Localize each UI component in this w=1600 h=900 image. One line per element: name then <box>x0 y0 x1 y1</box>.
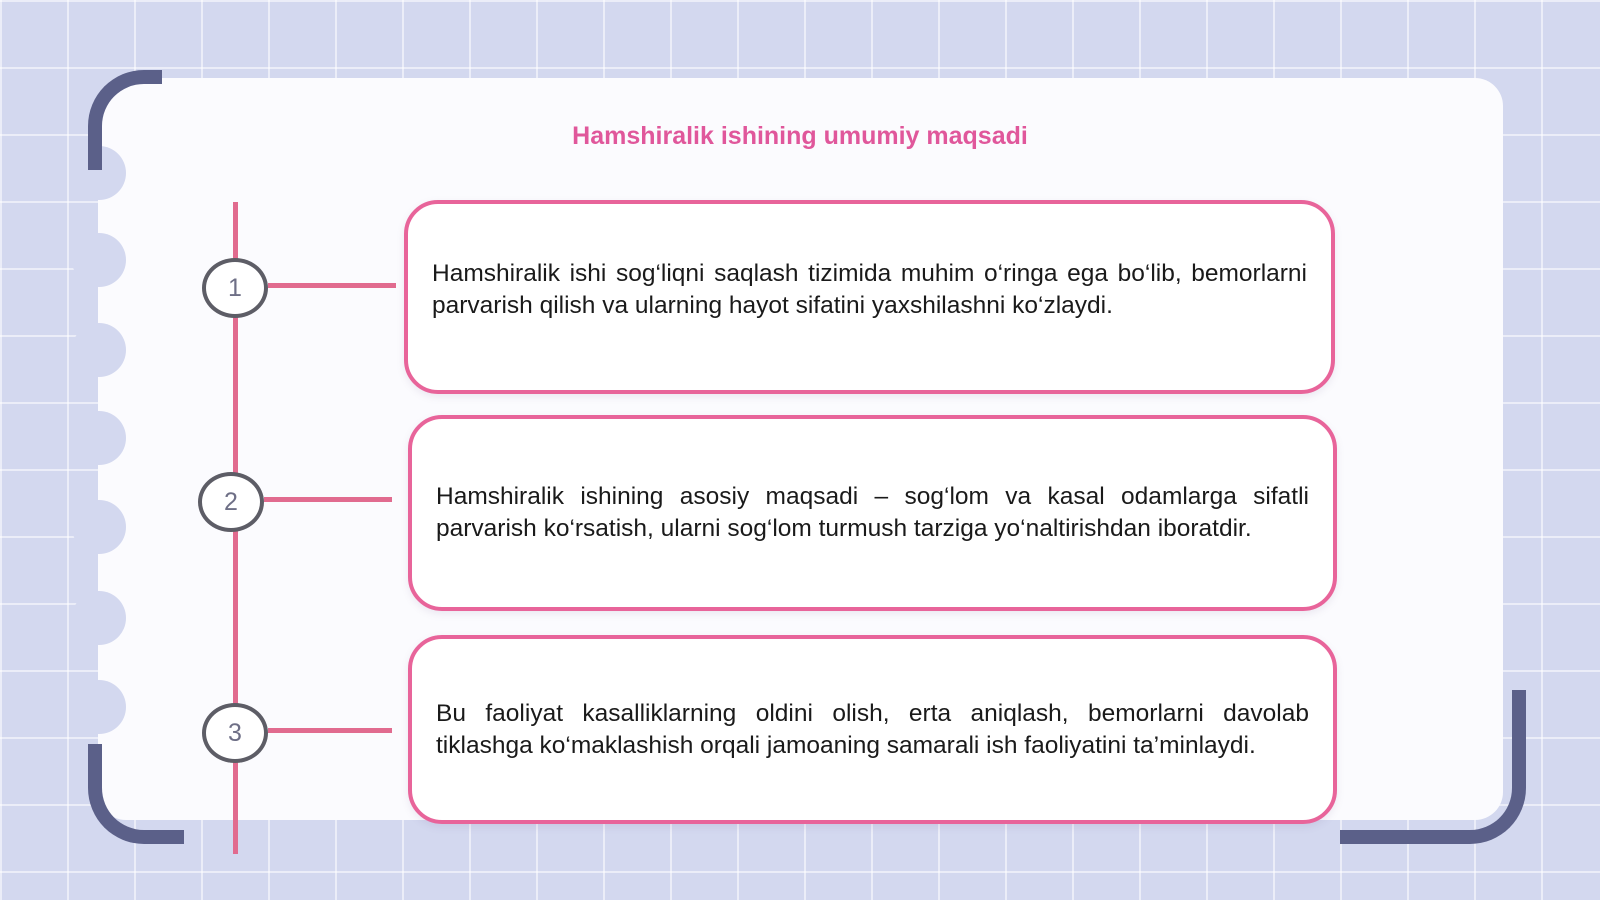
scallop-notch <box>72 233 126 287</box>
step-text-box-3 <box>408 635 1337 824</box>
corner-bracket-top-left <box>88 70 162 170</box>
scallop-notch <box>72 323 126 377</box>
scallop-notch <box>72 680 126 734</box>
step-text-box-2 <box>408 415 1337 611</box>
connector-line-2 <box>264 497 392 502</box>
corner-bracket-bottom-left <box>88 744 184 844</box>
step-number-3: 3 <box>202 703 268 763</box>
scallop-notch <box>72 411 126 465</box>
corner-bracket-bottom-right <box>1340 690 1526 844</box>
step-number-2: 2 <box>198 472 264 532</box>
step-text-1: Hamshiralik ishi sog‘liqni saqlash tizimida muhim o‘ringa ega bo‘lib, bemorlarni parvarish qilish va ularning hayot sifatini yaxshilashni ko‘zlaydi. <box>432 260 1307 319</box>
step-text-2: Hamshiralik ishining asosiy maqsadi – sog‘lom va kasal odamlarga sifatli parvarish ko‘rsatish, ularni sog‘lom turmush tarziga yo‘naltirishdan iboratdir. <box>436 483 1309 542</box>
scallop-notch <box>72 591 126 645</box>
step-text-box-1 <box>404 200 1335 394</box>
step-text-3: Bu faoliyat kasalliklarning oldini olish, erta aniqlash, bemorlarni davolab tiklashga ko‘maklashish orqali jamoaning samarali ish faoliyatini ta’minlaydi. <box>436 699 1309 759</box>
step-number-1: 1 <box>202 258 268 318</box>
slide-title: Hamshiralik ishining umumiy maqsadi <box>572 122 1028 150</box>
scallop-notch <box>72 500 126 554</box>
connector-line-3 <box>268 728 392 733</box>
connector-line-1 <box>268 283 396 288</box>
